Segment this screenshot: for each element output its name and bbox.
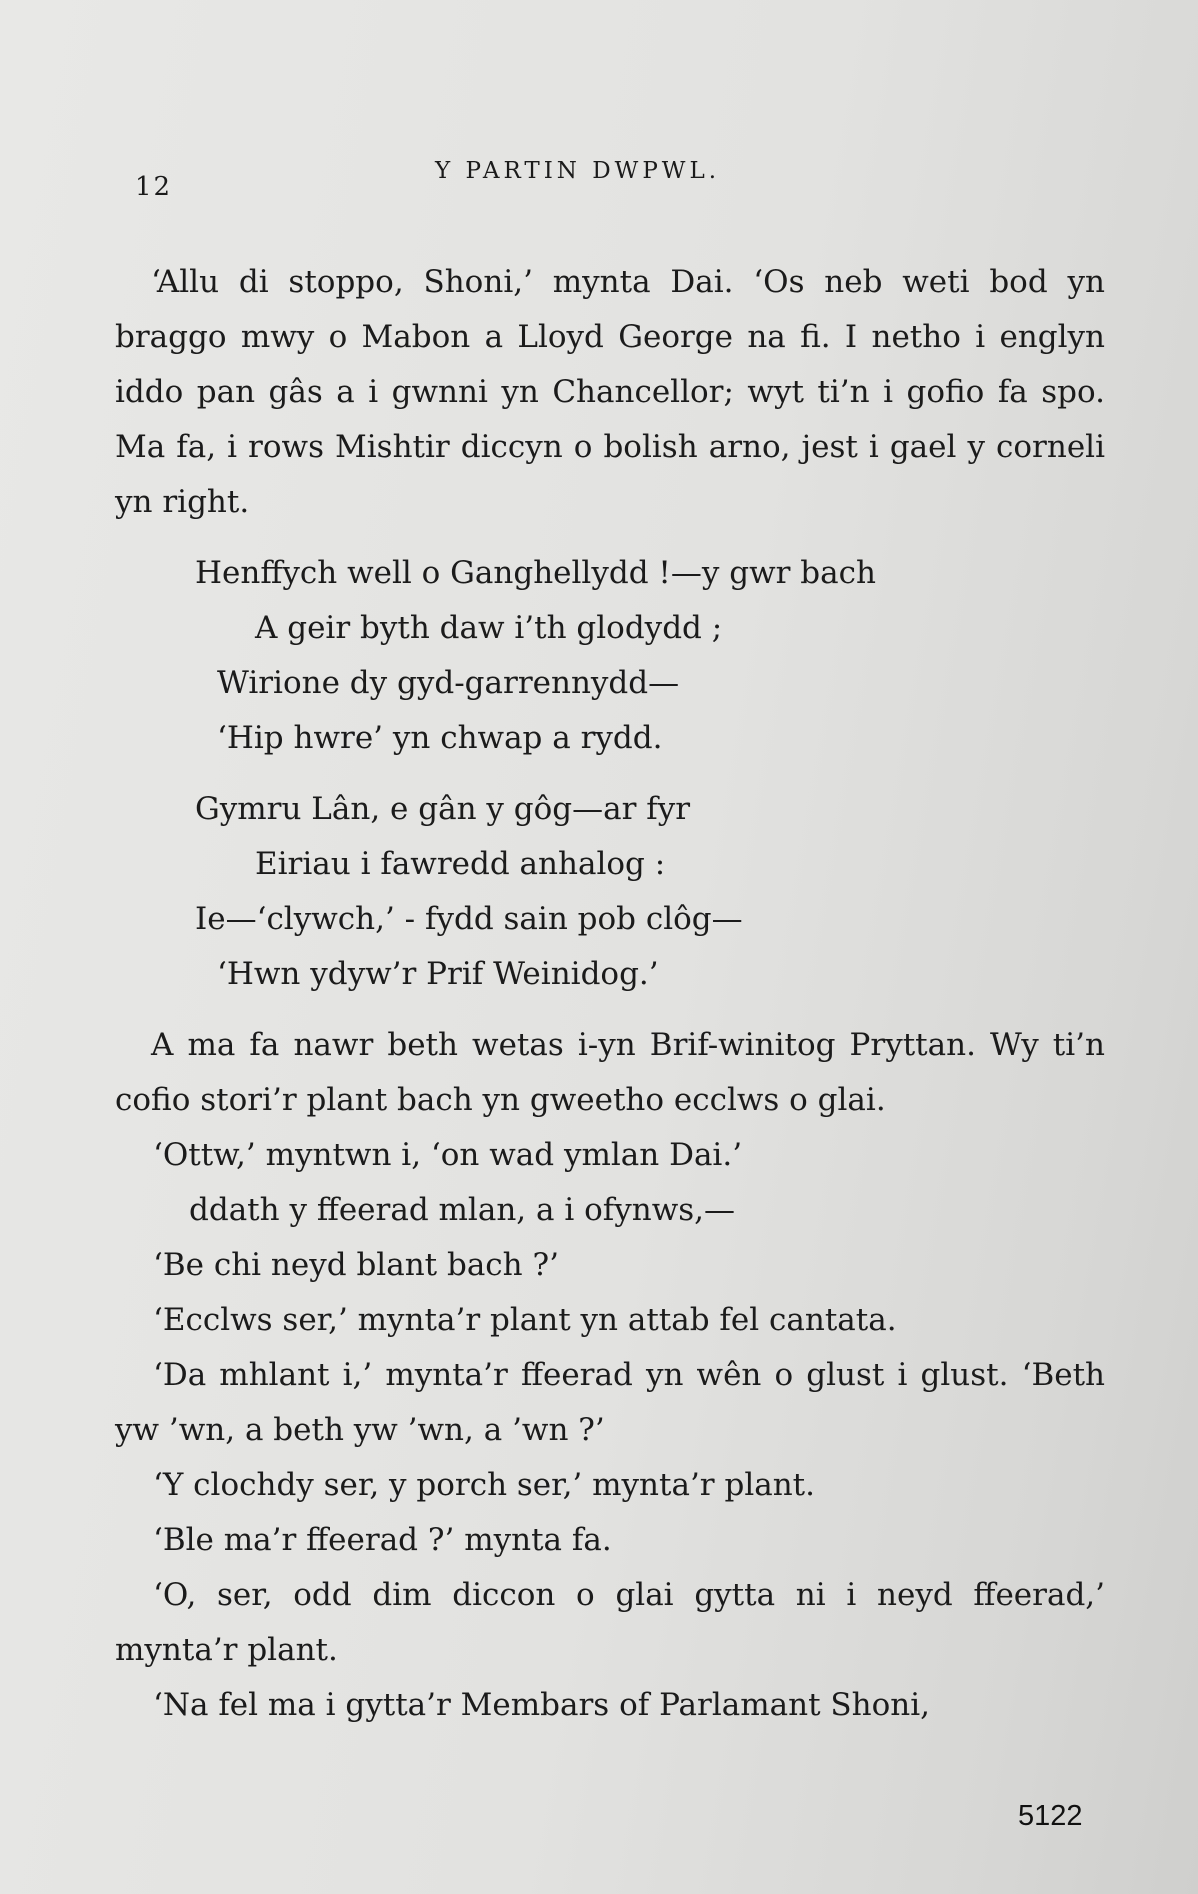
stanza-line: ‘Hwn ydyw’r Prif Weinidog.’: [217, 956, 659, 992]
archive-number: 5122: [1018, 1800, 1083, 1832]
body-text: [115, 255, 1105, 1733]
paragraph-1: ‘Allu di stoppo, Shoni,’ mynta Dai. ‘Os neb weti bod yn braggo mwy o Mabon a Lloyd George na fi. I netho i englyn iddo pan gâs a i gwnni yn Chancellor; wyt ti’n i gofio fa spo. Ma fa, i rows Mishtir diccyn o bolish arno, jest i gael y corneli yn right.: [115, 264, 1105, 520]
stanza-line: A geir byth daw i’th glodydd ;: [255, 610, 723, 646]
running-head: [135, 150, 1115, 202]
dialogue-line: ‘Y clochdy ser, y porch ser,’ mynta’r plant.: [153, 1467, 815, 1503]
paragraph-2: A ma fa nawr beth wetas i-yn Brif-winitog Pryttan. Wy ti’n cofio stori’r plant bach yn gweetho ecclws o glai.: [115, 1027, 1105, 1118]
dialogue-line: ‘Ottw,’ myntwn i, ‘on wad ymlan Dai.’: [153, 1137, 743, 1173]
stanza-line: Henffych well o Ganghellydd !—y gwr bach: [195, 555, 876, 591]
running-title: Y PARTIN DWPWL.: [435, 158, 721, 184]
dialogue-line: ‘Na fel ma i gytta’r Membars of Parlamant Shoni,: [153, 1687, 930, 1723]
dialogue-line: ‘Ble ma’r ffeerad ?’ mynta fa.: [153, 1522, 612, 1558]
dialogue-line: ‘Da mhlant i,’ mynta’r ffeerad yn wên o glust i glust. ‘Beth yw ’wn, a beth yw ’wn, a ’wn ?’: [115, 1357, 1105, 1448]
dialogue-block: [115, 1128, 1105, 1733]
dialogue-line: ddath y ffeerad mlan, a i ofynws,—: [189, 1192, 736, 1228]
stanza-line: Eiriau i fawredd anhalog :: [255, 846, 666, 882]
englyn-stanza-1: [195, 546, 1105, 766]
dialogue-line: ‘Ecclws ser,’ mynta’r plant yn attab fel cantata.: [153, 1302, 897, 1338]
englyn-stanza-2: [195, 782, 1105, 1002]
dialogue-line: ‘Be chi neyd blant bach ?’: [153, 1247, 559, 1283]
stanza-line: Gymru Lân, e gân y gôg—ar fyr: [195, 791, 691, 827]
stanza-line: ‘Hip hwre’ yn chwap a rydd.: [217, 720, 663, 756]
stanza-line: Wirione dy gyd-garrennydd—: [217, 665, 680, 701]
stanza-line: Ie—‘clywch,’ - fydd sain pob clôg—: [195, 901, 743, 937]
page-number: 12: [135, 172, 173, 202]
dialogue-line: ‘O, ser, odd dim diccon o glai gytta ni i neyd ffeerad,’ mynta’r plant.: [115, 1577, 1105, 1668]
